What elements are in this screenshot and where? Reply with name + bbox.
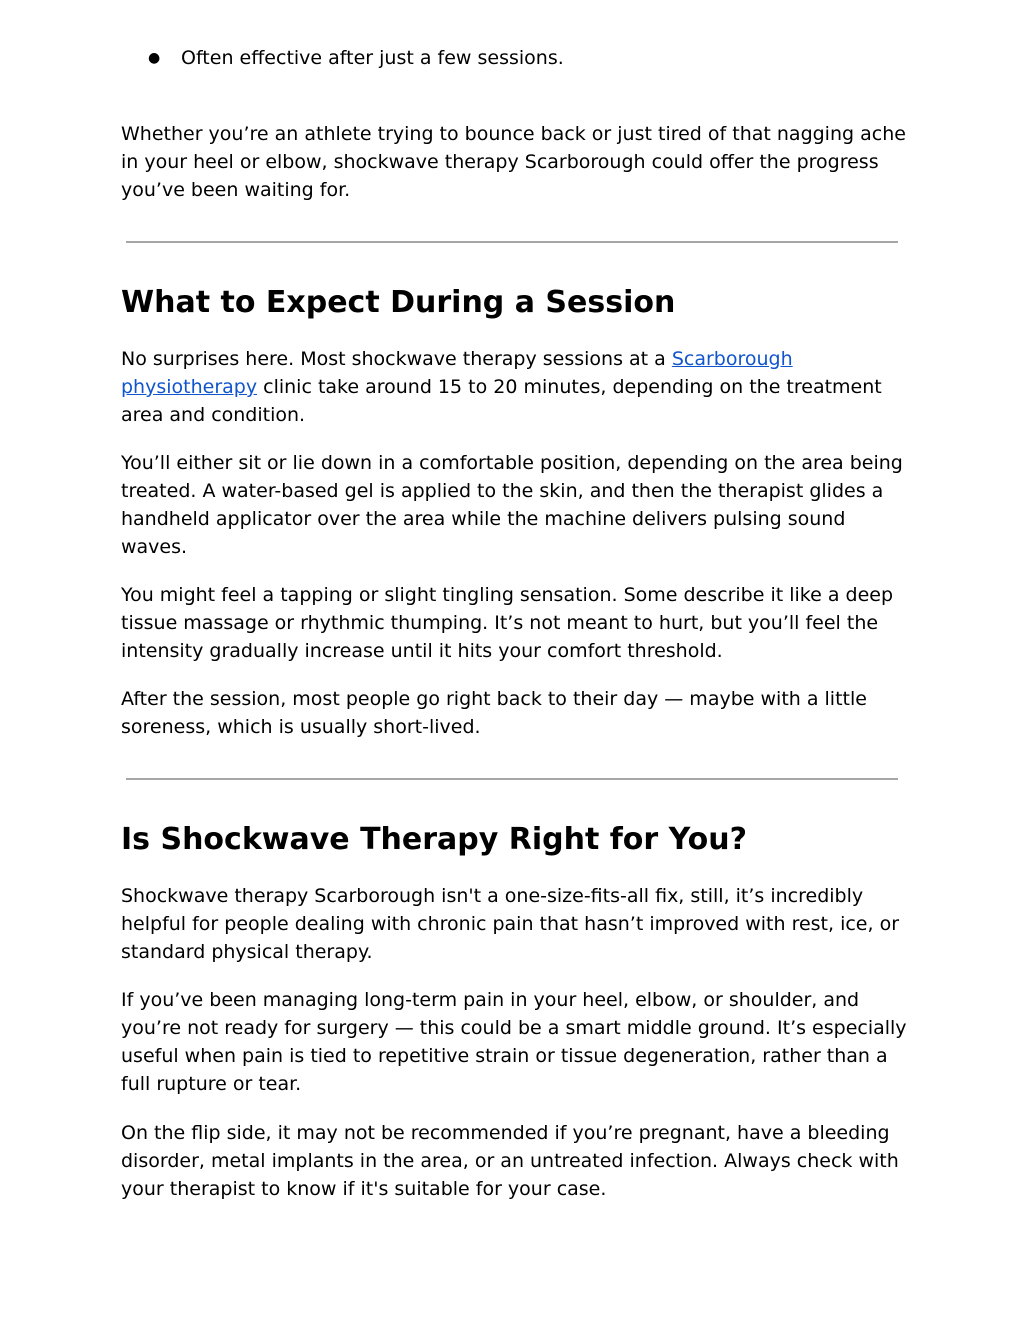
- paragraph: You’ll either sit or lie down in a comfortable position, depending on the area being treated. A water-based gel is applied to the skin, and then the therapist glides a handheld applicator over the area while the machine delivers pulsing sound waves.: [121, 452, 903, 558]
- scarborough-physiotherapy-link[interactable]: Scarborough physiotherapy: [121, 348, 793, 398]
- paragraph: You might feel a tapping or slight tingling sensation. Some describe it like a deep tissue massage or rhythmic thumping. It’s not meant to hurt, but you’ll feel the intensity gradually increase until it hits your comfort threshold.: [121, 584, 894, 662]
- bullet-text: Often effective after just a few sessions.: [181, 47, 564, 69]
- bullet-icon: ●: [148, 50, 161, 66]
- paragraph: After the session, most people go right back to their day — maybe with a little soreness, which is usually short-lived.: [121, 688, 867, 738]
- section-divider: [126, 241, 898, 243]
- section-heading: What to Expect During a Session: [121, 285, 676, 320]
- paragraph: If you’ve been managing long-term pain in your heel, elbow, or shoulder, and you’re not ready for surgery — this could be a smart middle ground. It’s especially useful when pain is tied to repetitive strain or tissue degeneration, rather than a full rupture or tear.: [121, 989, 907, 1095]
- paragraph-text: clinic take around 15 to 20 minutes, depending on the treatment area and condition.: [121, 376, 882, 426]
- paragraph-text: No surprises here. Most shockwave therapy sessions at a: [121, 348, 672, 370]
- section-heading: Is Shockwave Therapy Right for You?: [121, 822, 748, 857]
- section-divider: [126, 778, 898, 780]
- paragraph: On the flip side, it may not be recommended if you’re pregnant, have a bleeding disorder, metal implants in the area, or an untreated infection. Always check with your therapist to know if it's suitable for your case.: [121, 1122, 899, 1200]
- paragraph: Shockwave therapy Scarborough isn't a one-size-fits-all fix, still, it’s incredibly helpful for people dealing with chronic pain that hasn’t improved with rest, ice, or standard physical therapy.: [121, 885, 900, 963]
- paragraph: [121, 345, 911, 429]
- intro-paragraph: Whether you’re an athlete trying to bounce back or just tired of that nagging ache in your heel or elbow, shockwave therapy Scarborough could offer the progress you’ve been waiting for.: [121, 123, 906, 201]
